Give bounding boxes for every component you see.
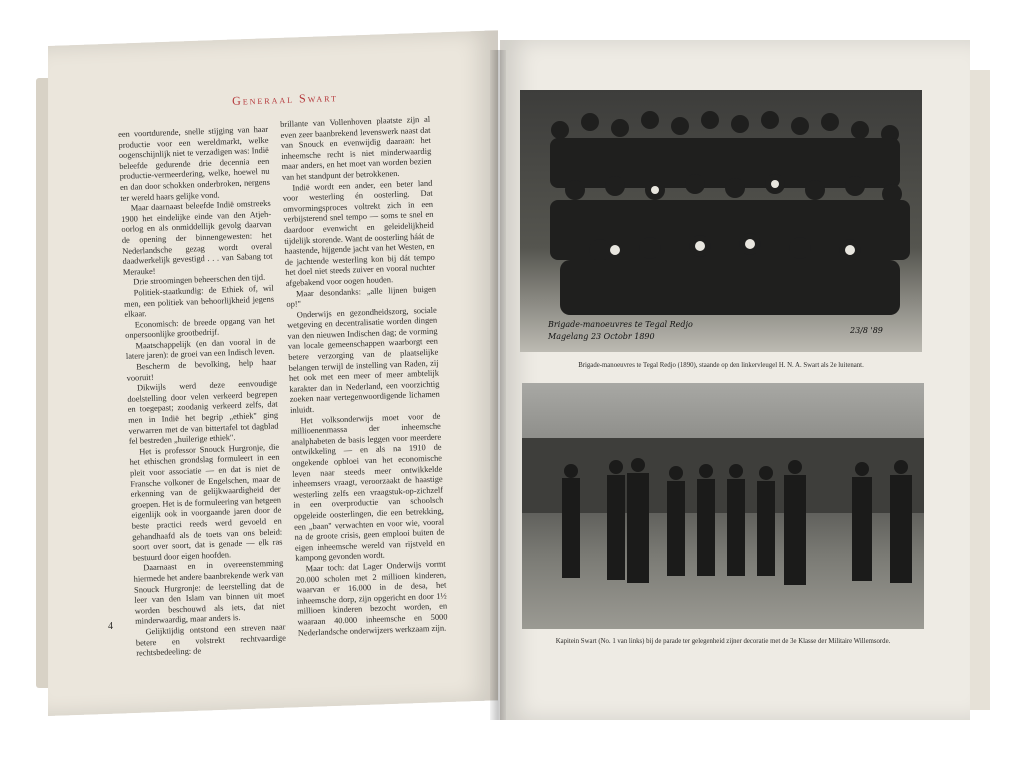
paragraph: Bescherm de bevolking, help haar vooruit! xyxy=(126,357,277,383)
group-photo-illustration xyxy=(520,90,922,352)
right-text-column xyxy=(280,115,448,639)
paragraph: Politiek-staatkundig: de Ethiek of, wil men, een politiek van behoorlijkheid jegens elkaar. xyxy=(123,283,275,319)
paragraph: Daarnaast en in overeenstemming hiermede het andere baanbrekende werk van Snouck Hurgronje: de leerstelling dat de leer van den Islam van binnen uit moet worden beschouwd als iets, dat niet minderwaardig, maar anders is. xyxy=(133,558,285,627)
photo-inscription-date: 23/8 '89 xyxy=(850,326,883,335)
paragraph: Maar daarnaast beleefde Indië omstreeks 1900 het eindelijke einde van den Atjeh-oorlog en als onmiddellijk gevolg daarvan de opening der binnengewesten: het Nederlandsche gezag wordt overal daadwerkelijk gevestigd . . . van Sabang tot Merauke! xyxy=(120,198,273,277)
paragraph: brillante van Vollenhoven plaatste zijn al even zeer baanbrekend levenswerk naast dat van Snouck en evenwijdig daaraan: het inheemsche recht is niet minderwaardig maar anders, en het moet van worden bezien van het standpunt der betrokkenen. xyxy=(280,114,432,182)
running-head: Generaal Swart xyxy=(231,90,339,108)
paragraph: Gelijktijdig ontstond een streven naar betere en volstrekt rechtvaardige rechtsbedeeling: de xyxy=(135,622,286,658)
page-number: 4 xyxy=(108,621,113,632)
paragraph: Drie stroomingen beheerschen den tijd. xyxy=(133,273,266,287)
paragraph: Maatschappelijk (en dan vooral in de latere jaren): de groei van een Indisch leven. xyxy=(125,336,276,362)
photo-inscription: Brigade-manoeuvres te Tegal Redjo xyxy=(548,320,693,329)
parade-photo-illustration xyxy=(522,383,924,629)
photo-caption: Brigade-manoeuvres te Tegal Redjo (1890), staande op den linkervleugel H. N. A. Swart als 2e luitenant. xyxy=(578,362,864,369)
paragraph: een voortdurende, snelle stijging van haar productie voor een wereldmarkt, welke oogenschijnlijk niet te verzadigen was: Indië beleefde gedurende drie decennia een productie-vermeerdering, welke, hoewel nu en dan door schokken onderbroken, nergens ter wereld haars gelijke vond. xyxy=(118,124,271,203)
book-gutter xyxy=(490,50,506,720)
photo-brigade-manoeuvres xyxy=(520,90,922,352)
paragraph: Maar desondanks: „alle lijnen buigen op!" xyxy=(286,284,437,309)
left-text-column xyxy=(118,125,286,660)
paragraph: Indië wordt een ander, een beter land voor westerling én oosterling. Dat omvormingsproces voltrekt zich in een verbijsterend snel tempo — soms te snel en daardoor evenwicht en geleidelijkheid tijdelijk storende. Want de oosterling háát de haastende, hijgende jacht van het Westen, en de jachtende westerling kon bij dát tempo het doel niet steeds zuiver en vooral nuchter afgebakend voor oogen houden. xyxy=(282,178,436,288)
paragraph: Het is professor Snouck Hurgronje, die het ethischen grondslag formuleert in een pleit voor associatie — en dat is niet de Fransche volkoner de Engelschen, maar de erkenning van de gelijkwaardigheid der groepen. Het is de formuleering van hetgeen eigenlijk ook in voorgaande jaren door de beste practici reeds werd gevoeld en gehandhaafd als de toets van ons beleid: soort over soort, dat is genade — elk ras bestuurd door eigen hoofden. xyxy=(129,442,283,563)
paragraph: Dikwijls werd deze eenvoudige doelstelling door velen verkeerd begrepen en toegepast; zoodanig verkeerd zelfs, dat men in Indië het begrip „ethiek" ging verwarren met de van bittertafel tot dagblad fel bestreden „huilerige ethiek". xyxy=(127,378,279,447)
paragraph: Economisch: de breede opgang van het onpersoonlijke grootbedrijf. xyxy=(125,315,275,341)
photo-caption: Kapitein Swart (No. 1 van links) bij de parade ter gelegenheid zijner decoratie met de 3e Klasse der Militaire Willemsorde. xyxy=(555,638,891,645)
photo-inscription: Magelang 23 Octobr 1890 xyxy=(548,332,655,341)
paragraph: Het volksonderwijs moet voor de millioenenmassa der inheemsche analphabeten de basis leggen voor meerdere ontwikkeling — en als na 1910 de ongekende opbloei van het economische leven naar steeds meer ontwikkelde inheemsers vraagt, veroorzaakt de haastige westerling zelfs een vraagstuk-op-zichzelf in een overproductie van schoolsch opgeleide oosterlingen, die een betrekking, een „baan" verwachten en voor wie, vooral na de groote crisis, geen emplooi buiten de eigen inheemsche wereld van rijstveld en kampong gevonden wordt. xyxy=(290,411,446,564)
paragraph: Onderwijs en gezondheidszorg, sociale wetgeving en decentralisatie worden dingen van den nieuwen Indischen dag; de vorming van locale gemeenschappen waarborgt een betere verzorging van de plaatselijke belangen terwijl de instelling van Raden, zij het ook met een meer of meer ambtelijk karakter dan in Nederland, een voorzichtig zoeken naar vertegenwoordigende lichamen inluidt. xyxy=(287,305,440,415)
paragraph: Maar toch: dat Lager Onderwijs vormt 20.000 scholen met 2 millioen kinderen, waarvan er 16.000 in de desa, het inheemsche dorp, zijn opgericht en door 1½ millioen kinderen bezocht worden, en waaraan 40.000 inheemsche en 5000 Nederlandsche onderwijzers werkzaam zijn. xyxy=(295,559,448,638)
photo-parade xyxy=(522,383,924,629)
